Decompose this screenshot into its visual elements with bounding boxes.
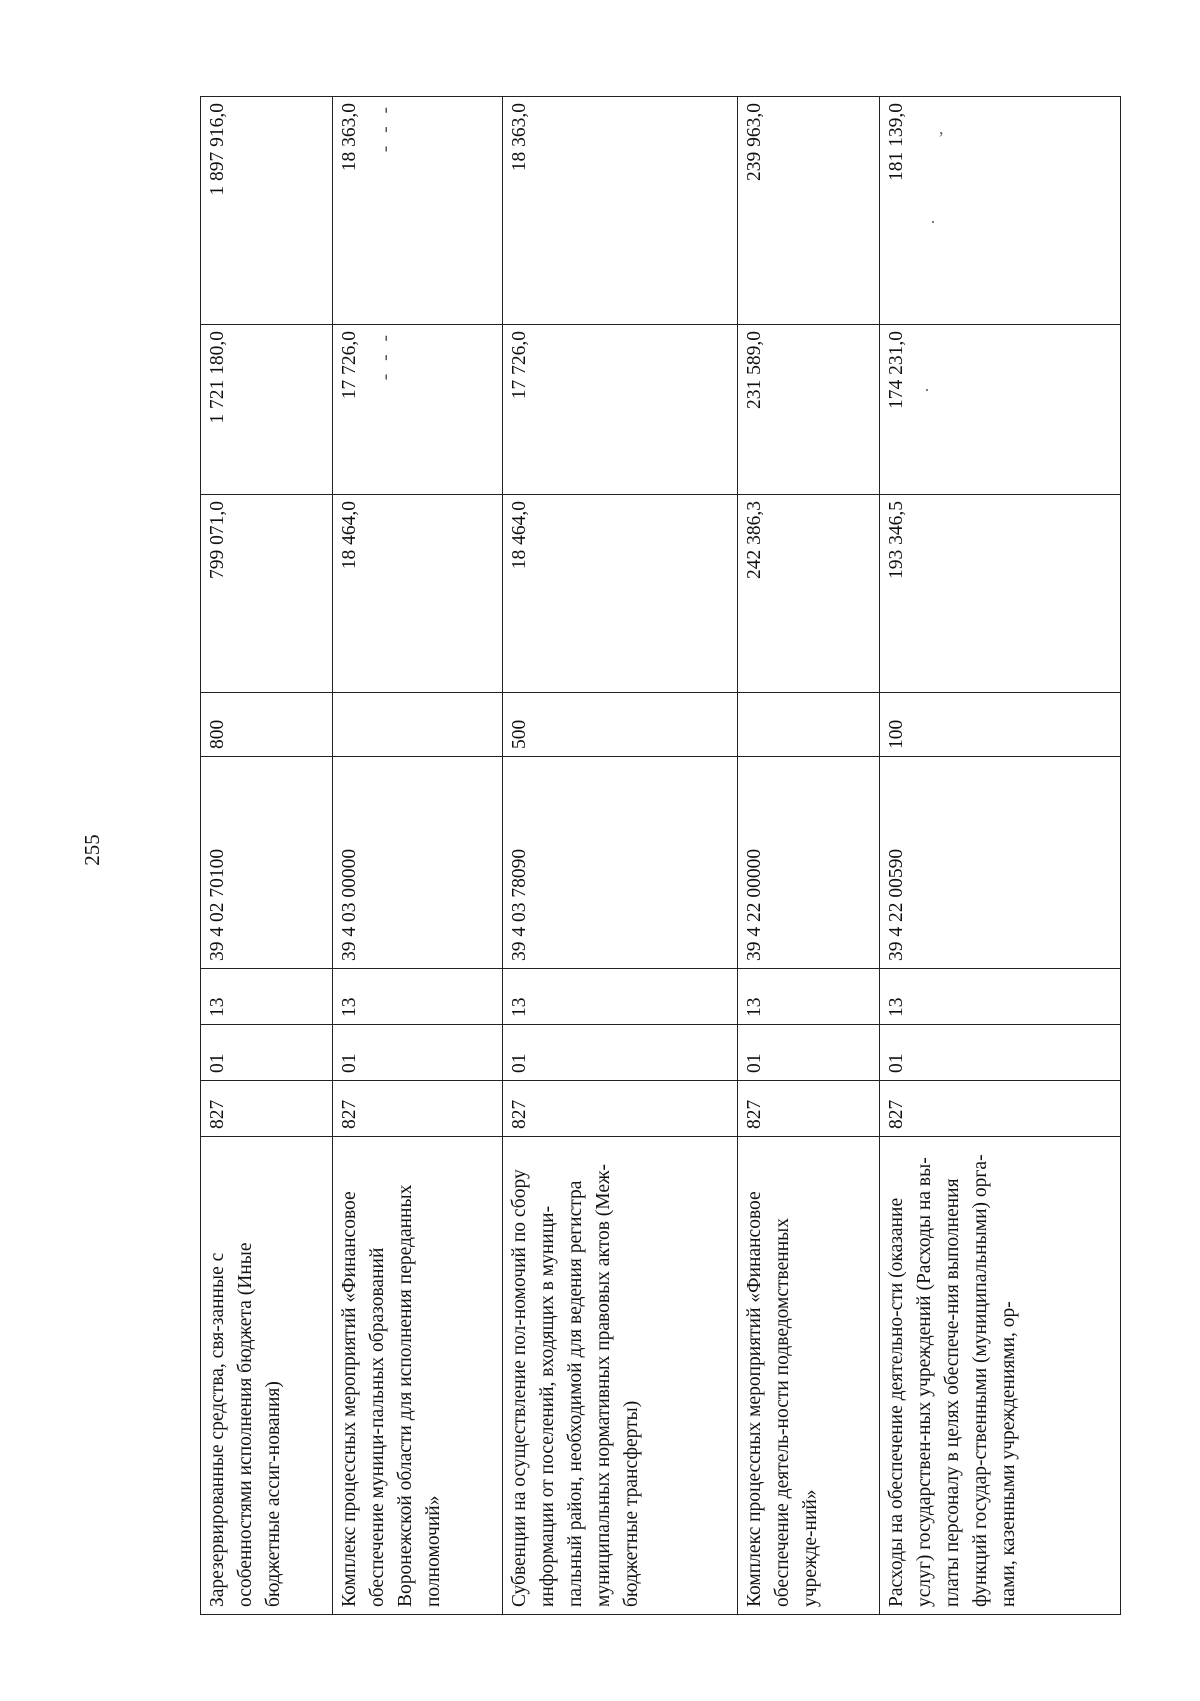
cell-rz: 01 <box>880 1025 1121 1081</box>
cell-amount-2: 174 231,0 <box>880 325 1121 495</box>
cell-rz: 01 <box>503 1025 738 1081</box>
table-row <box>738 97 880 1615</box>
row-description: Расходы на обеспечение деятельно-сти (оказание услуг) государствен-ных учреждений (Расходы на вы-платы персоналу в целях обеспече-ния выполнения функций государ-ственными (муниципальными) орга-нами, казенными учреждениями, ор- <box>880 1137 1121 1615</box>
cell-amount-1: 18 464,0 <box>333 495 503 693</box>
cell-amount-1: 242 386,3 <box>738 495 880 693</box>
table-row <box>503 97 738 1615</box>
cell-pr: 13 <box>333 969 503 1025</box>
cell-vr <box>333 693 503 757</box>
cell-csr: 39 4 03 78090 <box>503 757 738 969</box>
cell-pr: 13 <box>880 969 1121 1025</box>
row-description: Комплекс процессных мероприятий «Финансовое обеспечение муници-пальных образований Воронежской области для исполнения переданных полномочий» <box>333 1137 503 1615</box>
cell-pr: 13 <box>201 969 333 1025</box>
page-number: 255 <box>80 834 104 866</box>
scan-speck: ʼ <box>938 128 944 148</box>
budget-table <box>200 96 1121 1615</box>
cell-amount-2 <box>333 325 503 495</box>
cell-vr: 100 <box>880 693 1121 757</box>
cell-gr: 827 <box>201 1081 333 1137</box>
scan-dash-marks: - - - <box>375 331 396 381</box>
cell-rz: 01 <box>333 1025 503 1081</box>
scan-speck: · <box>924 380 930 400</box>
cell-csr: 39 4 02 70100 <box>201 757 333 969</box>
cell-rz: 01 <box>738 1025 880 1081</box>
cell-vr: 500 <box>503 693 738 757</box>
scan-speck: · <box>930 212 936 232</box>
cell-amount-2: 17 726,0 <box>503 325 738 495</box>
cell-amount-2: 1 721 180,0 <box>201 325 333 495</box>
table-row <box>201 97 333 1615</box>
cell-gr: 827 <box>880 1081 1121 1137</box>
cell-pr: 13 <box>738 969 880 1025</box>
cell-amount-1: 193 346,5 <box>880 495 1121 693</box>
cell-gr: 827 <box>738 1081 880 1137</box>
cell-amount-3: 1 897 916,0 <box>201 97 333 325</box>
cell-vr <box>738 693 880 757</box>
table-row <box>880 97 1121 1615</box>
cell-csr: 39 4 22 00590 <box>880 757 1121 969</box>
cell-amount-3: 181 139,0 <box>880 97 1121 325</box>
row-description: Субвенции на осуществление пол-номочий по сбору информации от поселений, входящих в муници-пальный район, необходимой для ведения регистра муниципальных нормативных правовых актов (Меж-бюджетные трансферты) <box>503 1137 738 1615</box>
cell-amount-3: 239 963,0 <box>738 97 880 325</box>
cell-vr: 800 <box>201 693 333 757</box>
cell-value: 17 726,0 <box>339 331 360 400</box>
budget-table-rotated <box>200 97 1120 1615</box>
cell-amount-3 <box>333 97 503 325</box>
cell-amount-3: 18 363,0 <box>503 97 738 325</box>
row-description: Комплекс процессных мероприятий «Финансовое обеспечение деятель-ности подведомственных учрежде-ний» <box>738 1137 880 1615</box>
cell-gr: 827 <box>333 1081 503 1137</box>
cell-amount-2: 231 589,0 <box>738 325 880 495</box>
cell-pr: 13 <box>503 969 738 1025</box>
cell-amount-1: 799 071,0 <box>201 495 333 693</box>
cell-csr: 39 4 03 00000 <box>333 757 503 969</box>
cell-value: 18 363,0 <box>339 103 360 172</box>
table-row <box>333 97 503 1615</box>
cell-gr: 827 <box>503 1081 738 1137</box>
cell-csr: 39 4 22 00000 <box>738 757 880 969</box>
row-description: Зарезервированные средства, свя-занные с особенностями исполнения бюджета (Иные бюджетные ассиг-нования) <box>201 1137 333 1615</box>
cell-rz: 01 <box>201 1025 333 1081</box>
cell-amount-1: 18 464,0 <box>503 495 738 693</box>
scan-dash-marks: - - - <box>375 103 396 153</box>
